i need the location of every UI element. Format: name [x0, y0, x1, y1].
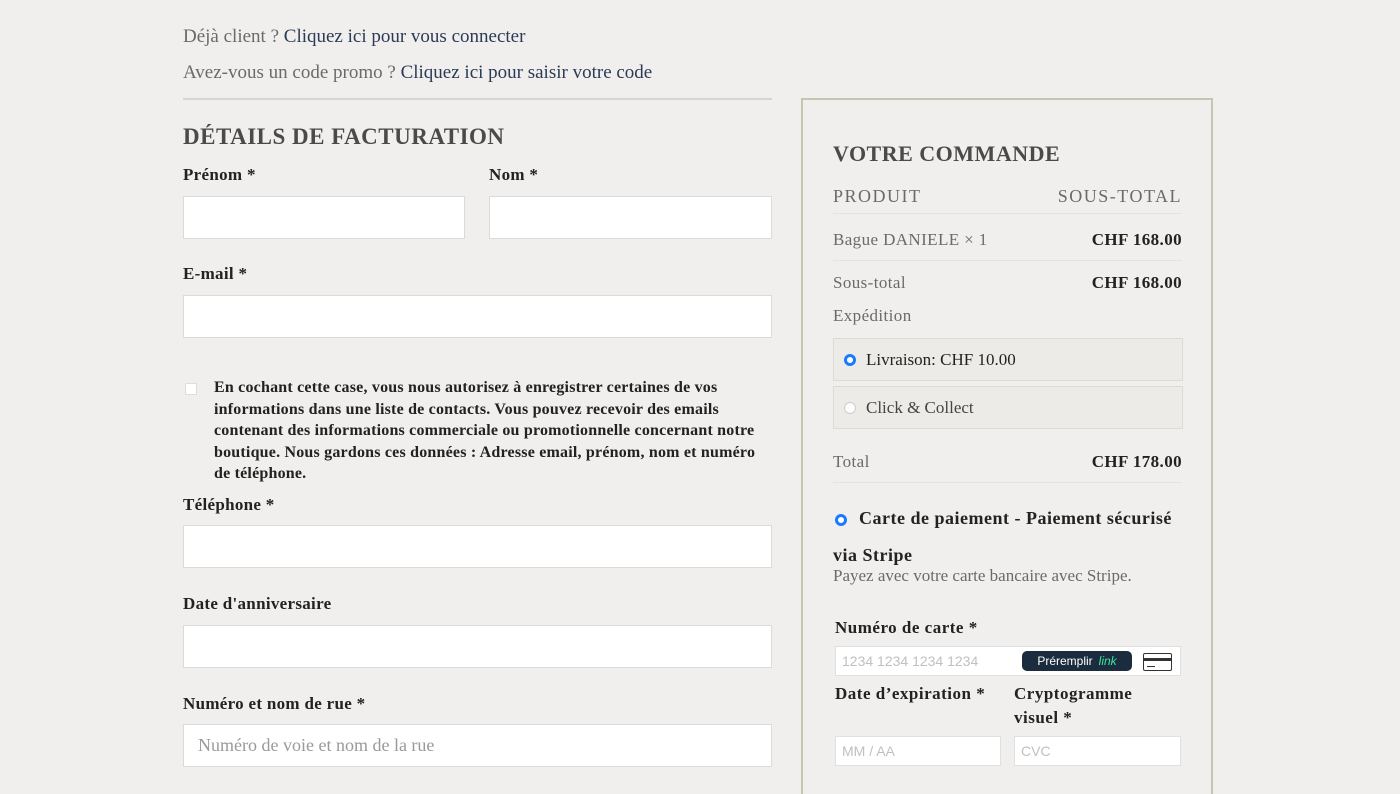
total-value: CHF 178.00 [1091, 452, 1182, 471]
cvc-placeholder: CVC [1021, 743, 1051, 759]
billing-section [183, 124, 772, 150]
link-button-label: Préremplir [1037, 654, 1093, 668]
consent-text: En cochant cette case, vous nous autorisez à enregistrer certaines de vos informations dans une liste de contacts. Vous pouvez recevoir des emails contenant des informations commerciale ou promotionnelle concernant notre boutique. Nous gardons ces données : Adresse email, prénom, nom et numéro de téléphone. [214, 379, 756, 482]
link-logo: link [1098, 654, 1117, 668]
email-input[interactable] [183, 295, 772, 338]
birthday-label: Date d'anniversaire [183, 594, 332, 613]
shipping-row [833, 306, 1182, 326]
expiry-input[interactable] [835, 736, 1001, 766]
total-label: Total [833, 452, 870, 471]
phone-label: Téléphone * [183, 495, 275, 514]
item-price: CHF 168.00 [1091, 230, 1182, 249]
last-name-input[interactable] [489, 196, 772, 239]
login-link[interactable]: Cliquez ici pour vous connecter [283, 26, 526, 47]
order-summary [801, 98, 1213, 794]
card-number-placeholder: 1234 1234 1234 1234 [842, 653, 979, 669]
email-label: E-mail * [183, 264, 248, 283]
shipping-label: Expédition [833, 306, 912, 325]
col-product: PRODUIT [833, 186, 922, 206]
col-subtotal: SOUS-TOTAL [1057, 186, 1182, 206]
divider [833, 213, 1182, 214]
credit-card-icon [1143, 653, 1172, 671]
birthday-input[interactable] [183, 625, 772, 668]
coupon-notice-text: Avez-vous un code promo ? [183, 62, 401, 83]
payment-method-title: Carte de paiement - Paiement sécurisé via Stripe [833, 508, 1172, 565]
last-name-label: Nom * [489, 165, 539, 184]
first-name-label: Prénom * [183, 165, 256, 184]
subtotal-row [833, 273, 1182, 293]
phone-input[interactable] [183, 525, 772, 568]
divider [833, 482, 1182, 483]
shipping-option-label: Click & Collect [866, 397, 974, 417]
street-label: Numéro et nom de rue * [183, 694, 366, 713]
divider [833, 260, 1182, 261]
shipping-option-delivery[interactable] [833, 338, 1183, 381]
login-notice-text: Déjà client ? [183, 26, 284, 47]
expiry-label: Date d’expiration * [835, 684, 986, 703]
link-autofill-button[interactable] [1022, 651, 1132, 671]
divider [183, 98, 772, 100]
subtotal-label: Sous-total [833, 273, 906, 292]
login-notice [183, 26, 525, 48]
total-row [833, 452, 1182, 472]
order-item-row [833, 230, 1182, 250]
card-number-input[interactable] [835, 646, 1181, 676]
card-number-label: Numéro de carte * [835, 618, 978, 637]
order-table-header [833, 186, 1182, 207]
shipping-option-label: Livraison: CHF 10.00 [866, 349, 1016, 369]
expiry-placeholder: MM / AA [842, 743, 895, 759]
coupon-notice [183, 62, 652, 84]
radio-selected-icon[interactable] [844, 354, 856, 366]
payment-method[interactable] [833, 500, 1183, 574]
item-name: Bague DANIELE × 1 [833, 230, 988, 249]
shipping-option-collect[interactable] [833, 386, 1183, 429]
consent-checkbox[interactable] [185, 383, 197, 395]
cvc-input[interactable] [1014, 736, 1181, 766]
billing-title: DÉTAILS DE FACTURATION [183, 124, 505, 149]
radio-selected-icon[interactable] [835, 514, 847, 526]
street-input[interactable] [183, 724, 772, 767]
cvc-label: Cryptogramme visuel * [1014, 684, 1133, 727]
coupon-link[interactable]: Cliquez ici pour saisir votre code [400, 62, 653, 83]
order-title: VOTRE COMMANDE [833, 141, 1061, 166]
first-name-input[interactable] [183, 196, 465, 239]
radio-icon[interactable] [844, 402, 856, 414]
payment-description: Payez avec votre carte bancaire avec Stripe. [833, 566, 1132, 585]
subtotal-value: CHF 168.00 [1091, 273, 1182, 292]
